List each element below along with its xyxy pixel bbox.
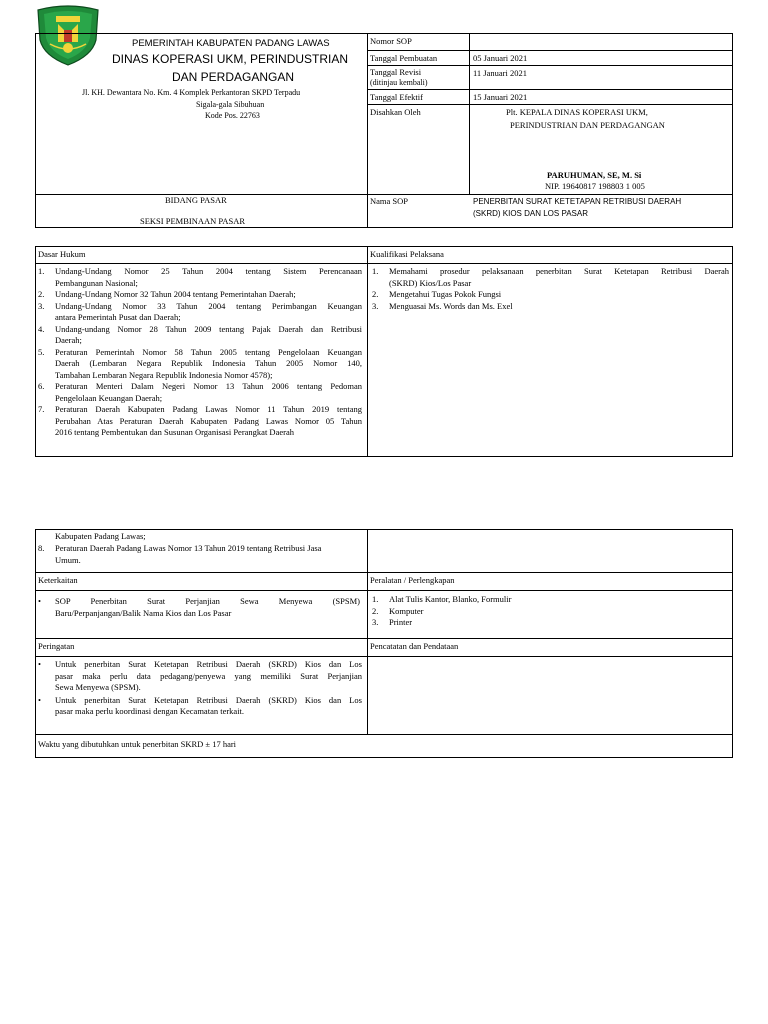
tanggal-revisi-label: Tanggal Revisi [370,67,422,77]
item-text-line: Undang-Undang Nomor 32 Tahun 2004 tentang Pemerintahan Daerah; [55,289,296,299]
item-number: 3. [372,617,379,627]
list-item [38,695,362,718]
item-text-line: antara Pemerintah Pusat dan Daerah; [55,312,181,322]
item-number: 8. [38,543,45,553]
tanggal-revisi-sublabel: (ditinjau kembali) [370,78,428,87]
item-text-line: SOP Penerbitan Surat Perjanjian Sewa Menyewa (SPSM) [55,596,360,606]
item-text-line: Alat Tulis Kantor, Blanko, Formulir [389,594,512,604]
government-line: PEMERINTAH KABUPATEN PADANG LAWAS [132,38,330,49]
list-item [38,659,362,694]
nama-sop-line2: (SKRD) KIOS DAN LOS PASAR [473,209,588,218]
item-number: 1. [372,266,379,276]
item-number: 1. [38,266,45,276]
peralatan-list [372,594,729,634]
keterkaitan-header: Keterkaitan [38,575,78,585]
item-text-line: Perubahan Atas Peraturan Daerah Kabupaten Padang Lawas Nomor 05 Tahun [55,415,362,426]
item-text-line: Untuk penerbitan Surat Ketetapan Retribusi Daerah (SKRD) Kios dan Los [55,694,362,705]
item-text-line: Sewa Menyewa (SPSM). [55,682,141,692]
bullet-icon: • [38,694,41,705]
list-item [38,266,362,289]
nomor-sop-label: Nomor SOP [370,36,412,46]
item-text-line: Pengelolaan Keuangan Daerah; [55,392,163,403]
postal-code: Kode Pos. 22763 [205,111,260,120]
item-text-line: (SKRD) Kios/Los Pasar [389,277,472,288]
nama-sop-line1: PENERBITAN SURAT KETETAPAN RETRIBUSI DAERAH [473,197,682,206]
list-item [38,324,362,347]
list-item [372,301,729,313]
tanggal-pembuatan-value: 05 Januari 2021 [473,53,528,63]
item-text-line: Baru/Perpanjangan/Balik Nama Kios dan Los Pasar [55,607,232,618]
bullet-icon: • [38,659,41,669]
kualifikasi-list [372,266,729,326]
item-text-line: 2016 tentang Pembentukan dan Susunan Organisasi Perangkat Daerah [55,427,294,437]
item-text-line: pasar maka perlu data pedagang/penyewa yang memiliki Surat Perjanjian [55,670,362,681]
list-item [372,617,729,629]
approver-title-line1: Plt. KEPALA DINAS KOPERASI UKM, [506,107,648,117]
item-number: 2. [372,605,379,616]
dasar-hukum-header: Dasar Hukum [38,249,86,259]
department-title-line2: DAN PERDAGANGAN [172,70,295,84]
approver-title-line2: PERINDUSTRIAN DAN PERDAGANGAN [510,120,665,130]
list-item [38,289,362,301]
seksi-label: SEKSI PEMBINAAN PASAR [140,216,246,226]
bullet-icon: • [38,596,41,606]
disahkan-oleh-label: Disahkan Oleh [370,107,421,117]
peralatan-header: Peralatan / Perlengkapan [370,575,455,585]
address-line1: Jl. KH. Dewantara No. Km. 4 Komplek Perkantoran SKPD Terpadu [82,88,301,97]
address-line2: Sigala-gala Sibuhuan [196,100,265,109]
list-item [38,404,362,439]
list-item [38,347,362,382]
official-name: PARUHUMAN, SE, M. Si [547,170,642,180]
nama-sop-label: Nama SOP [370,196,409,206]
item-text-line: Umum. [55,554,81,565]
list-item [372,289,729,301]
peringatan-list [38,659,362,731]
item-number: 7. [38,404,45,414]
keterkaitan-item [38,596,360,619]
dasar-hukum-continued: Kabupaten Padang Lawas; [55,531,146,541]
item-text-line: Peraturan Daerah Padang Lawas Nomor 13 Tahun 2019 tentang Retribusi Jasa [55,543,322,553]
item-text-line: Printer [389,617,413,627]
item-text-line: Peraturan Daerah Kabupaten Padang Lawas Nomor 11 Tahun 2019 tentang [55,404,362,414]
item-text-line: Komputer [389,605,424,616]
item-text-line: pasar maka perlu koordinasi dengan Kecamatan terkait. [55,706,245,716]
pencatatan-header: Pencatatan dan Pendataan [370,641,459,651]
department-title-line1: DINAS KOPERASI UKM, PERINDUSTRIAN [112,52,349,66]
item-text-line: Peraturan Pemerintah Nomor 58 Tahun 2005 tentang Pengelolaan Keuangan [55,346,362,357]
item-number: 4. [38,323,45,334]
list-item [372,594,729,606]
item-text-line: Undang-undang Nomor 28 Tahun 2009 tentang Pajak Daerah dan Retribusi [55,323,362,334]
item-text-line: Undang-Undang Nomor 25 Tahun 2004 tentang Sistem Perencanaan [55,266,362,276]
item-text-line: Untuk penerbitan Surat Ketetapan Retribusi Daerah (SKRD) Kios dan Los [55,659,362,669]
item-text-line: Daerah; [55,335,82,345]
item-text-line: Memahami prosedur pelaksanaan penerbitan Surat Ketetapan Retribusi Daerah [389,266,729,276]
peringatan-header: Peringatan [38,641,75,651]
item-number: 2. [38,289,45,299]
item-number: 3. [38,300,45,311]
item-number: 2. [372,289,379,299]
item-text-line: Daerah (Lembaran Negara Republik Indonesia Tahun 2005 Nomor 140, [55,358,362,368]
list-item [38,381,362,404]
tanggal-efektif-label: Tanggal Efektif [370,92,423,102]
bidang-label: BIDANG PASAR [165,195,227,205]
official-nip: NIP. 19640817 198803 1 005 [545,181,645,191]
item-text-line: Pembangunan Nasional; [55,277,138,288]
item-text-line: Peraturan Menteri Dalam Negeri Nomor 13 Tahun 2006 tentang Pedoman [55,381,362,391]
list-item [372,606,729,618]
dasar-hukum-item-8 [38,543,362,566]
item-number: 5. [38,346,45,357]
item-text-line: Tambahan Lembaran Negara Republik Indonesia Nomor 4578); [55,369,273,380]
tanggal-efektif-value: 15 Januari 2021 [473,92,528,102]
item-text-line: Menguasai Ms. Words dan Ms. Exel [389,300,513,311]
tanggal-pembuatan-label: Tanggal Pembuatan [370,53,438,63]
tanggal-revisi-value: 11 Januari 2021 [473,68,527,78]
dasar-hukum-list [38,266,362,456]
item-text-line: Undang-Undang Nomor 33 Tahun 2004 tentang Perimbangan Keuangan [55,300,362,311]
item-text-line: Mengetahui Tugas Pokok Fungsi [389,289,502,299]
list-item [372,266,729,289]
item-number: 3. [372,300,379,311]
kualifikasi-header: Kualifikasi Pelaksana [370,249,444,259]
waktu-penerbitan: Waktu yang dibutuhkan untuk penerbitan SKRD ± 17 hari [38,739,237,749]
item-number: 1. [372,594,379,604]
list-item [38,301,362,324]
item-number: 6. [38,381,45,391]
